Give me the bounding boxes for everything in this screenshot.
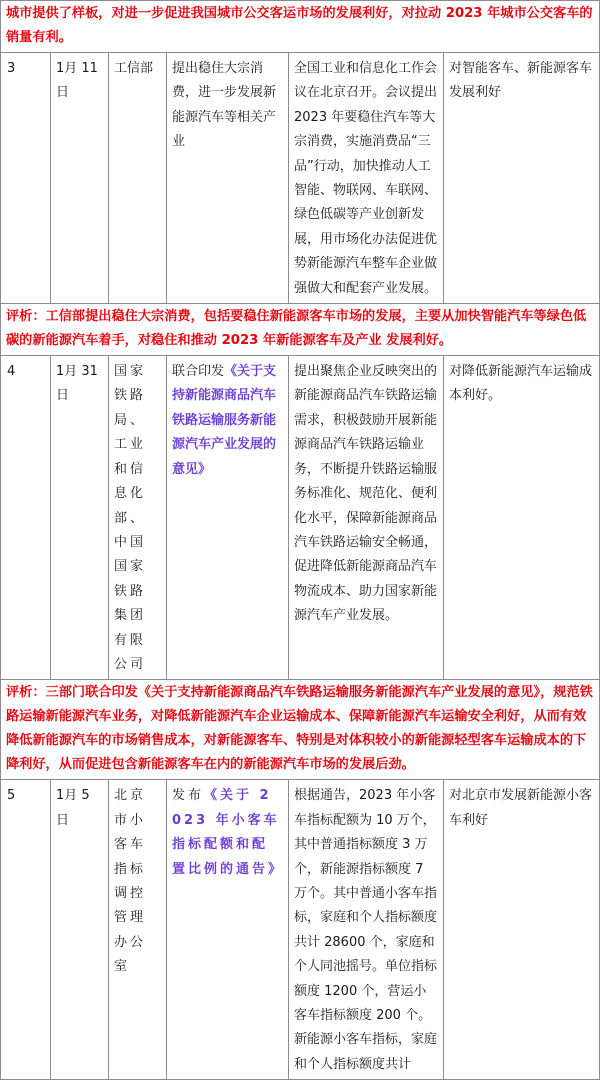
row-impact: 对智能客车、新能源客车发展利好 xyxy=(444,53,600,304)
row-department: 国家铁路局、工业和信息化部、中国国家铁路集团有限公司 xyxy=(109,356,167,680)
row-index: 3 xyxy=(1,53,51,304)
row-analysis: 评析：工信部提出稳住大宗消费，包括要稳住新能源客车市场的发展，主要从加快智能汽车等绿色低碳的新能源汽车着手，对稳住和推动 2023 年新能源客车及产业 发展利好。 xyxy=(1,304,600,356)
policy-prefix: 联合印发 xyxy=(172,364,225,380)
policy-prefix: 发布 xyxy=(172,788,205,804)
row-policy xyxy=(167,780,289,1080)
row-analysis: 评析：三部门联合印发《关于支持新能源商品汽车铁路运输服务新能源汽车产业发展的意见》，规范铁路运输新能源汽车业务，对降低新能源汽车企业运输成本、保障新能源汽车运输安全利好，从而有效降低新能源汽车的市场销售成本，对新能源客车、特别是对体积较小的新能源轻型客车运输成本的下降利好，从而促进包含新能源客车在内的新能源汽车市场的发展后劲。 xyxy=(1,680,600,780)
row-impact: 对降低新能源汽车运输成本利好。 xyxy=(444,356,600,680)
policy-title-link[interactable]: 《关于 2023 年小客车指标配额和配置比例的通告》 xyxy=(172,788,285,877)
row-department: 工信部 xyxy=(109,53,167,304)
policy-prefix: 提出稳住大宗消费，进一步发展新能源汽车等相关产业 xyxy=(172,61,277,150)
row-policy xyxy=(167,356,289,680)
row-department: 北京市小客车指标调控管理办公室 xyxy=(109,780,167,1080)
row-impact: 对北京市发展新能源小客车利好 xyxy=(444,780,600,1080)
row-index: 4 xyxy=(1,356,51,680)
row-policy xyxy=(167,53,289,304)
row-content: 根据通告，2023 年小客车指标配额为 10 万个，其中普通指标额度 3 万个，新能源指标额度 7 万个。其中普通小客车指标，家庭和个人指标额度共计 28600 个，家庭和个人同池摇号。单位指标额度 1200 个，营运小客车指标额度 200 个。新能源小客车指标，家庭和个人指标额度共计 xyxy=(289,780,444,1080)
row-date: 1月 31 日 xyxy=(51,356,109,680)
intro-analysis: 城市提供了样板，对进一步促进我国城市公交客运市场的发展利好，对拉动 2023 年城市公交客车的销量有利。 xyxy=(1,1,600,53)
table-row xyxy=(1,53,600,304)
row-date: 1月 5 日 xyxy=(51,780,109,1080)
table-row xyxy=(1,356,600,680)
table-row xyxy=(1,780,600,1080)
row-content: 全国工业和信息化工作会议在北京召开。会议提出 2023 年要稳住汽车等大宗消费，实施消费品“三品”行动，加快推动人工智能、物联网、车联网、绿色低碳等产业创新发展，用市场化办法促进优势新能源汽车整车企业做强做大和配套产业发展。 xyxy=(289,53,444,304)
row-index: 5 xyxy=(1,780,51,1080)
row-content: 提出聚焦企业反映突出的新能源商品汽车铁路运输需求，积极鼓励开展新能源商品汽车铁路运输业务，不断提升铁路运输服务标准化、规范化、便利化水平，保障新能源商品汽车铁路运输安全畅通，促进降低新能源商品汽车物流成本、助力国家新能源汽车产业发展。 xyxy=(289,356,444,680)
policy-title-link[interactable]: 《关于支持新能源商品汽车铁路运输服务新能源汽车产业发展的意见》 xyxy=(172,364,277,477)
row-date: 1月 11 日 xyxy=(51,53,109,304)
